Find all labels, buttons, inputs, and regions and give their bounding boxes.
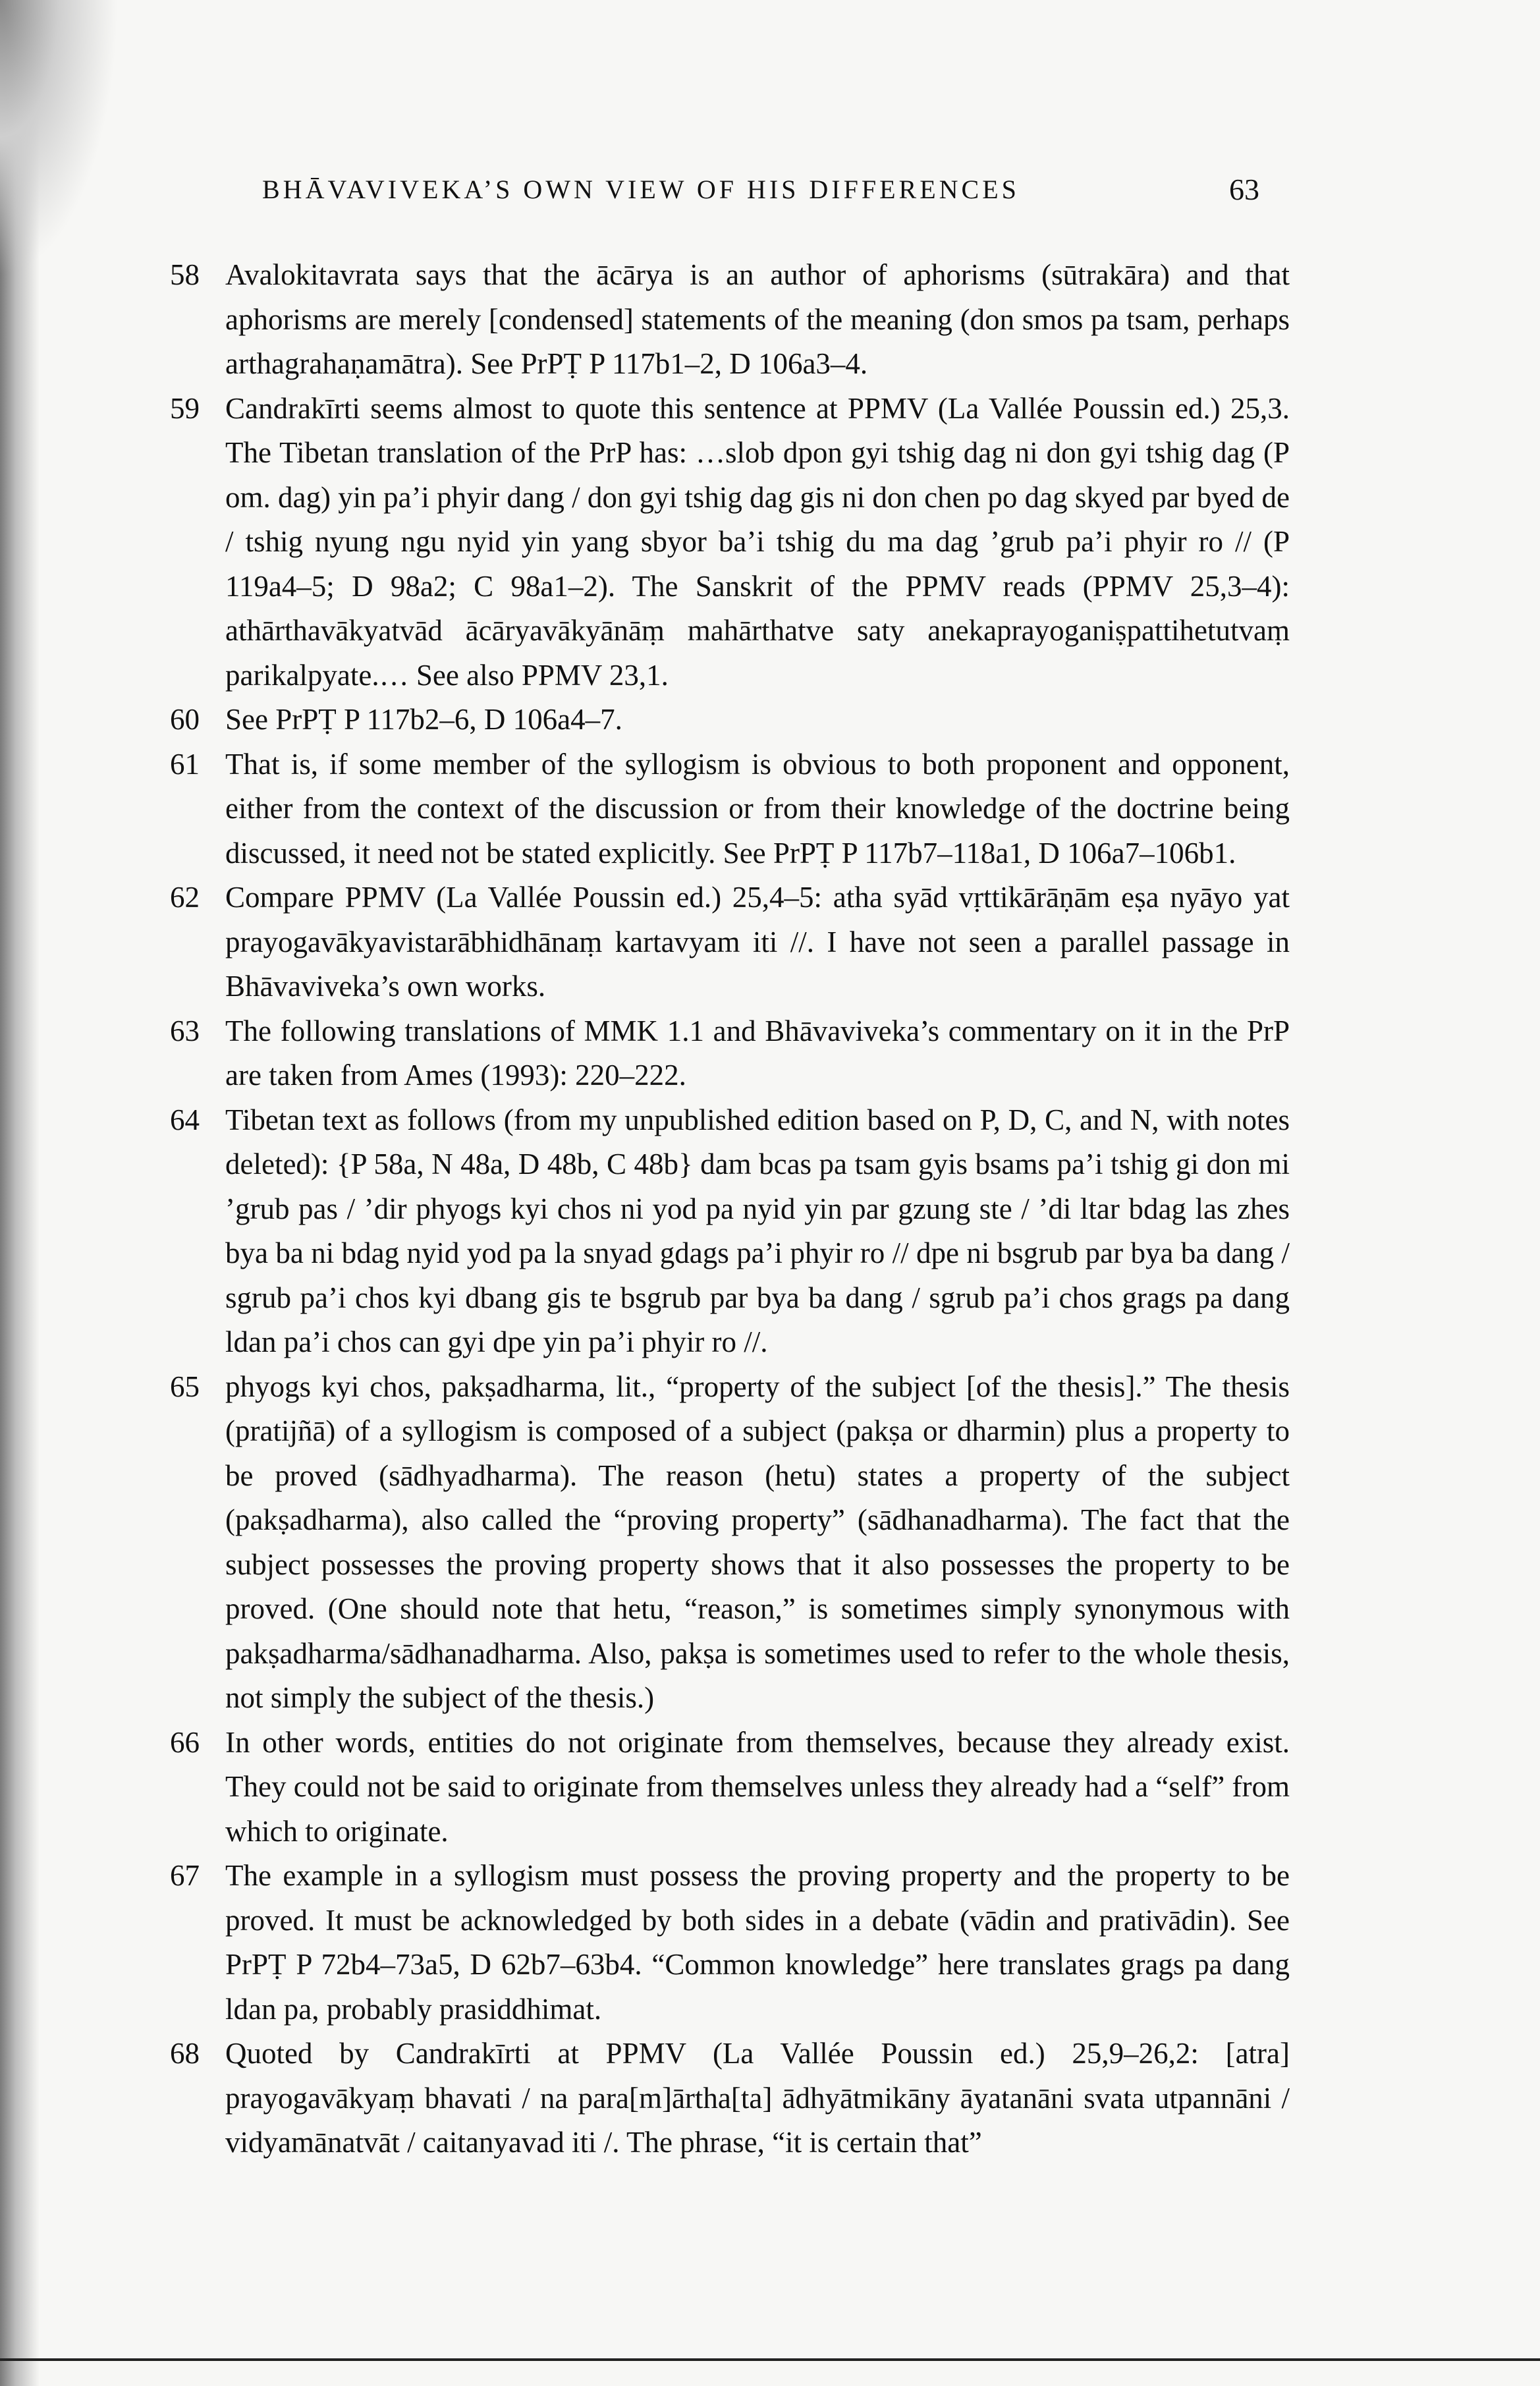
endnote [170, 1721, 1290, 1854]
note-number: 65 [170, 1370, 200, 1403]
page-edge-shadow [0, 0, 40, 2386]
note-text: The example in a syllogism must possess the proving property and the property to be proved. It must be acknowledged by both sides in a debate (vādin and prativādin). See PrPṬ P 72b4–73a5, D 62b7–63b4. “Common knowledge” here translates grags pa dang ldan pa, probably prasiddhimat. [225, 1859, 1290, 2026]
endnote [170, 1854, 1290, 2032]
page-corner-shadow [0, 0, 119, 277]
endnote [170, 1098, 1290, 1365]
note-number: 61 [170, 747, 200, 781]
note-number: 59 [170, 391, 200, 425]
endnote [170, 698, 1290, 742]
note-number: 66 [170, 1725, 200, 1759]
endnote [170, 1365, 1290, 1721]
note-number: 60 [170, 703, 200, 736]
note-text: Avalokitavrata says that the ācārya is an author of aphorisms (sūtrakāra) and that aphorisms are merely [condensed] statements of the meaning (don smos pa tsam, perhaps arthagrahaṇamātra). See PrPṬ P 117b1–2, D 106a3–4. [225, 258, 1290, 380]
running-header [0, 170, 1540, 209]
note-text: See PrPṬ P 117b2–6, D 106a4–7. [225, 703, 622, 736]
endnote [170, 1009, 1290, 1098]
scan-bottom-edge [0, 2358, 1540, 2361]
note-text: Quoted by Candrakīrti at PPMV (La Vallée Poussin ed.) 25,9–26,2: [atra] prayogavākyaṃ bhavati / na para[m]ārtha[ta] ādhyātmikāny āyatanāni svata utpannāni / vidyamānatvāt / caitanyavad iti /. The phrase, “it is certain that” [225, 2037, 1290, 2159]
note-text: In other words, entities do not originate from themselves, because they already exist. They could not be said to originate from themselves unless they already had a “self” from which to originate. [225, 1725, 1290, 1848]
endnote [170, 875, 1290, 1009]
page-number: 63 [1229, 173, 1259, 206]
endnote [170, 742, 1290, 876]
endnotes-list [170, 253, 1290, 2165]
note-text: Compare PPMV (La Vallée Poussin ed.) 25,4–5: atha syād vṛttikārāṇām eṣa nyāyo yat prayogavākyavistarābhidhānaṃ kartavyam iti //. I have not seen a parallel passage in Bhāvaviveka’s own works. [225, 881, 1290, 1003]
endnote [170, 387, 1290, 698]
note-text: phyogs kyi chos, pakṣadharma, lit., “property of the subject [of the thesis].” The thesis (pratijñā) of a syllogism is composed of a subject (pakṣa or dharmin) plus a property to be proved (sādhyadharma). The reason (hetu) states a property of the subject (pakṣadharma), also called the “proving property” (sādhanadharma). The fact that the subject possesses the proving property shows that it also possesses the property to be proved. (One should note that hetu, “reason,” is sometimes simply synonymous with pakṣadharma/sādhanadharma. Also, pakṣa is sometimes used to refer to the whole thesis, not simply the subject of the thesis.) [225, 1370, 1290, 1714]
endnote [170, 253, 1290, 387]
note-number: 58 [170, 258, 200, 291]
note-number: 63 [170, 1014, 200, 1047]
note-number: 67 [170, 1859, 200, 1892]
running-title: BHĀVAVIVEKA’S OWN VIEW OF HIS DIFFERENCES [262, 175, 1020, 204]
endnote [170, 2032, 1290, 2165]
note-text: Candrakīrti seems almost to quote this sentence at PPMV (La Vallée Poussin ed.) 25,3. The Tibetan translation of the PrP has: …slob dpon gyi tshig dag ni don gyi tshig dag (P om. dag) yin pa’i phyir dang / don gyi tshig dag gis ni don chen po dag skyed par byed de / tshig nyung ngu nyid yin yang sbyor ba’i tshig du ma dag ’grub pa’i phyir ro // (P 119a4–5; D 98a2; C 98a1–2). The Sanskrit of the PPMV reads (PPMV 25,3–4): athārthavākyatvād ācāryavākyānāṃ mahārthatve saty anekaprayoganiṣpattihetutvaṃ parikalpyate.… See also PPMV 23,1. [225, 391, 1290, 692]
note-number: 68 [170, 2037, 200, 2070]
note-number: 64 [170, 1103, 200, 1136]
note-text: That is, if some member of the syllogism is obvious to both proponent and opponent, either from the context of the discussion or from their knowledge of the doctrine being discussed, it need not be stated explicitly. See PrPṬ P 117b7–118a1, D 106a7–106b1. [225, 747, 1290, 870]
note-number: 62 [170, 881, 200, 914]
note-text: The following translations of MMK 1.1 and Bhāvaviveka’s commentary on it in the PrP are taken from Ames (1993): 220–222. [225, 1014, 1290, 1092]
note-text: Tibetan text as follows (from my unpublished edition based on P, D, C, and N, with notes deleted): {P 58a, N 48a, D 48b, C 48b} dam bcas pa tsam gyis bsams pa’i tshig gi don mi ’grub pas / ’dir phyogs kyi chos ni yod pa nyid yin par gzung ste / ’di ltar bdag las zhes bya ba ni bdag nyid yod pa la snyad gdags pa’i phyir ro // dpe ni bsgrub par bya ba dang / sgrub pa’i chos kyi dbang gis te bsgrub par bya ba dang / sgrub pa’i chos grags pa dang ldan pa’i chos can gyi dpe yin pa’i phyir ro //. [225, 1103, 1290, 1358]
